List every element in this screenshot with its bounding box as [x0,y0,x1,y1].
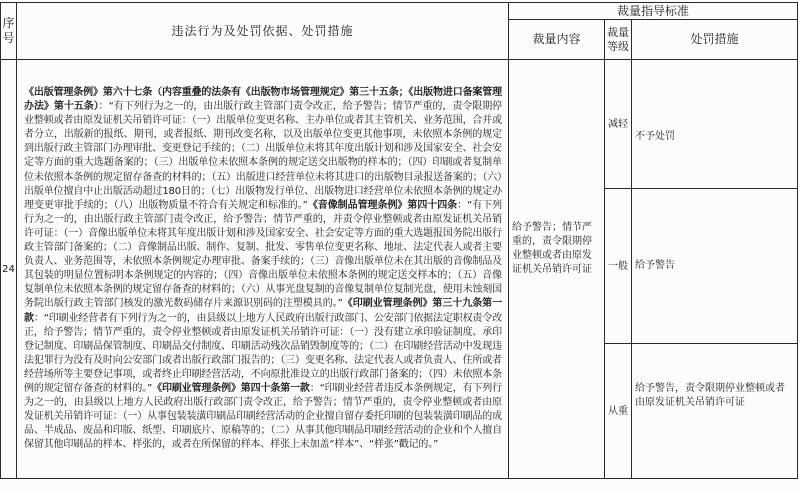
header-standard: 裁量指导标准 [509,3,798,20]
law-provision-text: ：“印刷业经营者违反本条例规定，有下列行为之一的，由县级以上地方人民政府出版行政部门责令改正，给予警告；情节严重的，责令停业整顿或者由原发证机关吊销许可证：（一）从事包装装潢印刷品印刷经营活动的企业擅自留存委托印刷的包装装潢印刷品的成品、半成品、废品和印版、纸型、印刷底片、原稿等的；（二）从事其他印刷品印刷经营活动的企业和个人擅自保留其他印刷品的样本、样张的，或者在所保留的样本、样张上未加盖“样本”、“样张”戳记的。” [24,382,502,451]
header-level: 裁量等级 [605,20,632,60]
law-provision-text: ：“印刷业经营者有下列行为之一的，由县级以上地方人民政府出版行政部门、公安部门依据法定职权责令改正，给予警告；情节严重的，责令停业整顿或者由原发证机关吊销许可证：（一）没有建立承印验证制度、承印登记制度、印刷品保管制度、印刷品交付制度、印刷活动残次品销毁制度等的；（二）在印刷经营活动中发现违法犯罪行为没有及时向公安部门或者出版行政部门报告的；（三）变更名称、法定代表人或者负责人、住所或者经营场所等主要登记事项，或者终止印刷经营活动，不向原批准设立的出版行政部门备案的；（四）未依照本条例的规定留存备查的材料的。” [24,312,502,394]
measure-lighter: 不予处罚 [632,60,798,189]
law-citation: 《音像制品管理条例》第四十四条 [307,199,458,211]
violation-basis-text [17,60,509,479]
measure-general: 给予警告 [632,189,798,344]
level-heavier: 从重 [605,344,632,479]
header-measure: 处罚措施 [632,20,798,60]
law-citation: 《出版管理条例》第六十七条（内容重叠的法条有《出版物市场管理规定》第三十五条；《出版物进口备案管理办法》第十五条） [24,87,502,113]
measure-heavier: 给予警告，责令限期停业整顿或者由原发证机关吊销许可证 [632,344,798,479]
law-citation: 《印刷业管理条例》第三十九条第一款 [24,298,502,324]
level-lighter: 减轻 [605,60,632,189]
header-content: 裁量内容 [509,20,605,60]
law-provision-text: ：“有下列行为之一的，由出版行政主管部门责令改正，给予警告；情节严重的，并责令停业整顿或者由原发证机关吊销许可证：（一）音像出版单位未将其年度出版计划和涉及国家安全、社会安定等方面的重大选题报国务院出版行政主管部门备案的；（二）音像制品出版、制作、复制、批发、零售单位变更名称、地址、法定代表人或者主要负责人、业务范围等，未依照本条例规定办理审批、备案手续的；（三）音像出版单位未在其出版的音像制品及其包装的明显位置标明本条例规定的内容的；（四）音像出版单位未依照本条例的规定送交样本的；（五）音像复制单位未依照本条例的规定留存备查的材料的；（六）从事光盘复制的音像复制单位复制光盘，使用未蚀刻国务院出版行政主管部门核发的激光数码储存片来源识别码的注塑模具的。” [24,199,503,310]
header-seq: 序号 [1,3,17,60]
level-general: 一般 [605,189,632,344]
law-citation: 《印刷业管理条例》第四十条第一款 [152,382,310,394]
row-number: 24 [1,60,17,479]
discretion-content: 给予警告；情节严重的，责令限期停业整顿或者由原发证机关吊销许可证 [509,60,605,479]
penalty-discretion-table [0,2,798,479]
law-provision-text: ：“有下列行为之一的，由出版行政主管部门责令改正，给予警告；情节严重的，责令限期停业整顿或者由原发证机关吊销许可证：（一）出版单位变更名称、主办单位或者其主管机关、业务范围，合并或者分立，出版新的报纸、期刊，或者报纸、期刊改变名称，以及出版单位变更其他事项，未依照本条例的规定到出版行政主管部门办理审批、变更登记手续的；（二）出版单位未将其年度出版计划和涉及国家安全、社会安定等方面的重大选题备案的；（三）出版单位未依照本条例的规定送交出版物的样本的；（四）印刷或者复制单位未依照本条例的规定留存备查的材料的；（五）出版进口经营单位未将其进口的出版物目录报送备案的；（六）出版单位擅自中止出版活动超过180日的；（七）出版物发行单位、出版物进口经营单位未依照本条例的规定办理变更审批手续的；（八）出版物质量不符合有关规定和标准的。” [24,101,502,211]
header-basis: 违法行为及处罚依据、处罚措施 [17,3,509,60]
